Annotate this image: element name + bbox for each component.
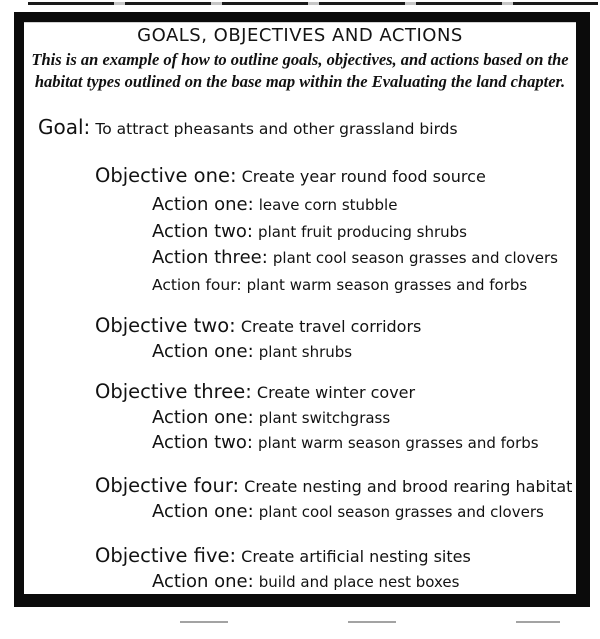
action-label: Action three: [152, 247, 268, 268]
scan-artifact-top [28, 2, 598, 5]
action-line [152, 248, 558, 269]
objective-line [95, 475, 572, 497]
goal-line [38, 116, 458, 139]
action-text: leave corn stubble [258, 196, 398, 214]
action-text: plant shrubs [258, 343, 353, 361]
action-label: Action one: [152, 194, 254, 215]
objective-text: Create nesting and brood rearing habitat [244, 477, 573, 496]
action-line [152, 195, 397, 216]
action-label: Action four: [152, 276, 242, 294]
action-line [152, 572, 459, 593]
goal-label: Goal: [38, 115, 91, 139]
objective-text: Create year round food source [241, 167, 486, 186]
action-line [152, 408, 390, 429]
objective-label: Objective two: [95, 314, 236, 337]
objective-label: Objective three: [95, 380, 252, 403]
objective-text: Create winter cover [256, 383, 416, 402]
action-text: plant warm season grasses and forbs [246, 276, 528, 294]
action-text: build and place nest boxes [258, 573, 460, 591]
scan-artifact-bottom [60, 621, 560, 623]
objective-line [95, 315, 421, 337]
action-text: plant fruit producing shrubs [258, 223, 467, 241]
action-label: Action one: [152, 501, 254, 522]
objective-label: Objective one: [95, 164, 237, 187]
objective-line [95, 165, 486, 187]
intro-line-2: habitat types outlined on the base map within the Evaluating the land chapter. [34, 72, 566, 91]
action-line [152, 502, 544, 523]
action-label: Action two: [152, 432, 253, 453]
action-line [152, 433, 539, 454]
objective-label: Objective five: [95, 544, 237, 567]
objective-text: Create artificial nesting sites [241, 547, 471, 566]
action-line [152, 222, 467, 243]
action-label: Action two: [152, 221, 253, 242]
action-text: plant warm season grasses and forbs [258, 434, 539, 452]
action-label: Action one: [152, 341, 254, 362]
action-line [152, 276, 527, 295]
objective-text: Create travel corridors [240, 317, 422, 336]
action-text: plant switchgrass [258, 409, 391, 427]
objective-line [95, 381, 415, 403]
intro-line-1: This is an example of how to outline goals, objectives, and actions based on the [31, 50, 569, 69]
intro-text [24, 49, 576, 93]
objective-label: Objective four: [95, 474, 240, 497]
document-frame [14, 12, 590, 607]
objective-line [95, 545, 471, 567]
page-title: GOALS, OBJECTIVES AND ACTIONS [137, 25, 463, 46]
action-text: plant cool season grasses and clovers [258, 503, 544, 521]
action-label: Action one: [152, 407, 254, 428]
action-label: Action one: [152, 571, 254, 592]
goal-text: To attract pheasants and other grassland birds [95, 120, 458, 138]
action-text: plant cool season grasses and clovers [272, 249, 558, 267]
action-line [152, 342, 352, 363]
